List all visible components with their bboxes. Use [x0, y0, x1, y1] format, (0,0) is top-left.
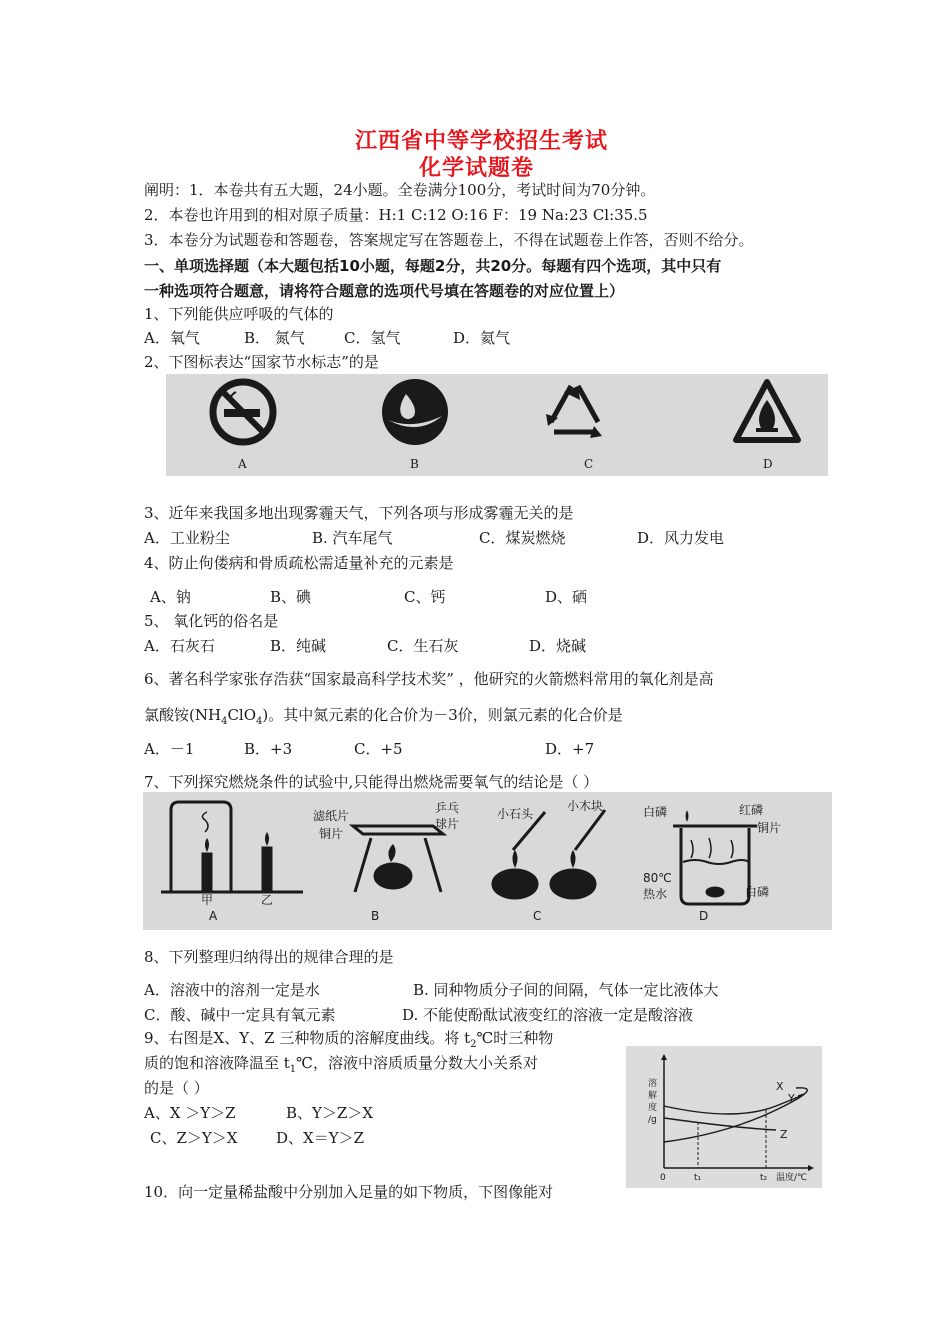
q5-stem: 5、 氧化钙的俗名是 [144, 612, 279, 630]
flammable-warning-sign-icon [736, 382, 798, 440]
q1-option-d: D．氦气 [453, 329, 511, 347]
q9-option-d: D、X＝Y＞Z [276, 1129, 365, 1147]
q2-label-c: C [584, 457, 594, 471]
q2-label-b: B [410, 457, 419, 471]
q5-option-b: B．纯碱 [270, 637, 327, 655]
q2-label-d: D [763, 457, 773, 471]
bell-jar-candles-icon [161, 802, 303, 892]
section1-heading-line1: 一、单项选择题（本大题包括10小题，每题2分，共20分。每题有四个选项，其中只有 [144, 257, 722, 275]
q7-stem: 7、下列探究燃烧条件的试验中,只能得出燃烧需要氧气的结论是（ ） [144, 773, 599, 791]
q7-label-c: C [533, 909, 542, 923]
q7-label-hot-water: 热水 [643, 887, 668, 901]
q1-option-b: B． 氮气 [244, 329, 305, 347]
q4-option-d: D、硒 [545, 588, 588, 606]
q7-label-copper2: 铜片 [757, 821, 782, 835]
q7-label-pingpong-2: 球片 [435, 817, 460, 831]
q9-option-c: C、Z＞Y＞X [150, 1129, 238, 1147]
q7-experiment-figure [143, 792, 832, 930]
q9-option-b: B、Y＞Z＞X [286, 1104, 374, 1122]
solubility-curve-figure [626, 1046, 822, 1188]
page-subtitle: 化学试题卷 [419, 156, 535, 181]
q8-option-c: C．酸、碱中一定具有氧元素 [144, 1006, 336, 1024]
q9-option-a: A、X ＞Y＞Z [144, 1104, 236, 1122]
q8-option-d: D. 不能使酚酞试液变红的溶液一定是酸溶液 [402, 1006, 694, 1024]
q6-option-b: B．+3 [244, 740, 293, 758]
q3-option-c: C．煤炭燃烧 [479, 529, 566, 547]
q9-stem-line3: 的是（ ） [144, 1079, 209, 1097]
q3-stem: 3、近年来我国多地出现雾霾天气，下列各项与形成雾霾无关的是 [144, 504, 574, 522]
graph-t2: t₂ [760, 1173, 768, 1183]
q2-label-a: A [238, 457, 247, 471]
no-smoking-sign-icon [213, 382, 273, 442]
q9-stem-line1: 9、右图是X、Y、Z 三种物质的溶解度曲线。将 $t_2℃$时三种物 [144, 1029, 554, 1050]
q6-option-a: A．－1 [144, 740, 195, 758]
q5-option-a: A．石灰石 [144, 637, 215, 655]
q7-label-copper: 铜片 [319, 827, 344, 841]
q5-option-d: D．烧碱 [529, 637, 587, 655]
graph-yunit: /g [648, 1115, 657, 1125]
graph-label-y: Y [788, 1092, 795, 1105]
q4-stem: 4、防止佝偻病和骨质疏松需适量补充的元素是 [144, 554, 454, 572]
q4-option-b: B、碘 [270, 588, 312, 606]
q7-label-jia: 甲 [201, 893, 214, 907]
q3-option-b: B. 汽车尾气 [312, 529, 393, 547]
q8-option-b: B. 同种物质分子间的间隔，气体一定比液体大 [413, 981, 719, 999]
q7-label-white-p2: 白磷 [745, 885, 770, 899]
q3-option-a: A．工业粉尘 [144, 529, 230, 547]
q4-option-a: A、钠 [150, 588, 191, 606]
note-3: 3．本卷分为试题卷和答题卷，答案规定写在答题卷上，不得在试题卷上作答，否则不给分。 [144, 231, 754, 249]
graph-xlabel: 温度/℃ [776, 1173, 808, 1183]
q7-label-wood: 小木块 [567, 799, 604, 813]
graph-label-z: Z [780, 1128, 788, 1141]
q7-label-white-p: 白磷 [643, 805, 668, 819]
curve-z [664, 1118, 776, 1130]
section1-heading-line2: 一种选项符合题意，请将符合题意的选项代号填在答题卷的对应位置上） [144, 282, 625, 300]
q7-label-d: D [699, 909, 709, 923]
q5-option-c: C．生石灰 [387, 637, 459, 655]
q7-label-b: B [371, 909, 380, 923]
q7-label-filter-paper: 滤纸片 [313, 809, 350, 823]
curve-y [664, 1094, 804, 1114]
q10-stem: 10．向一定量稀盐酸中分别加入足量的如下物质，下图像能对 [144, 1183, 554, 1201]
q1-stem: 1、下列能供应呼吸的气体的 [144, 305, 334, 323]
copper-plate-burner-icon [353, 826, 443, 892]
q7-label-a: A [209, 909, 218, 923]
q6-option-c: C．+5 [354, 740, 403, 758]
water-saving-sign-icon [382, 379, 448, 445]
q2-stem: 2、下图标表达“国家节水标志”的是 [144, 353, 379, 371]
q2-sign-figure [166, 374, 828, 476]
q7-label-temp: 80℃ [643, 871, 672, 885]
q9-stem-line2: 质的饱和溶液降温至 $t_1℃$，溶液中溶质质量分数大小关系对 [144, 1054, 538, 1075]
q4-option-c: C、钙 [404, 588, 446, 606]
graph-t1: t₁ [694, 1173, 702, 1183]
q7-label-red-p: 红磷 [739, 803, 764, 817]
note-1: 阐明：1．本卷共有五大题，24小题。全卷满分100分，考试时间为70分钟。 [144, 181, 656, 199]
q6-option-d: D．+7 [545, 740, 595, 758]
recycling-sign-icon [546, 386, 602, 438]
q6-stem-line2: 氯酸铵$(NH_4ClO_4)$。其中氮元素的化合价为－3价，则氯元素的化合价是 [144, 706, 623, 727]
alcohol-lamps-tongs-icon [493, 810, 605, 898]
q8-option-a: A．溶液中的溶剂一定是水 [144, 981, 320, 999]
q6-stem-line1: 6、著名科学家张存浩获“国家最高科学技术奖” ，他研究的火箭燃料常用的氧化剂是高 [144, 670, 714, 688]
note-2: 2．本卷也许用到的相对原子质量：H:1 C:12 O:16 F：19 Na:23 Cl:35.5 [144, 206, 648, 224]
q3-option-d: D．风力发电 [637, 529, 725, 547]
q8-stem: 8、下列整理归纳得出的规律合理的是 [144, 948, 394, 966]
q1-option-a: A．氧气 [144, 329, 200, 347]
graph-ylabel-3: 度 [648, 1103, 658, 1113]
graph-origin: 0 [660, 1173, 666, 1183]
graph-ylabel-2: 解 [648, 1091, 658, 1101]
graph-label-x: X [776, 1080, 784, 1093]
q1-option-c: C．氢气 [344, 329, 401, 347]
graph-ylabel-1: 溶 [648, 1079, 658, 1089]
page-title: 江西省中等学校招生考试 [355, 129, 609, 154]
q7-label-yi: 乙 [261, 893, 274, 907]
q7-label-pingpong-1: 乒乓 [435, 801, 460, 815]
q7-label-stone: 小石头 [497, 807, 534, 821]
